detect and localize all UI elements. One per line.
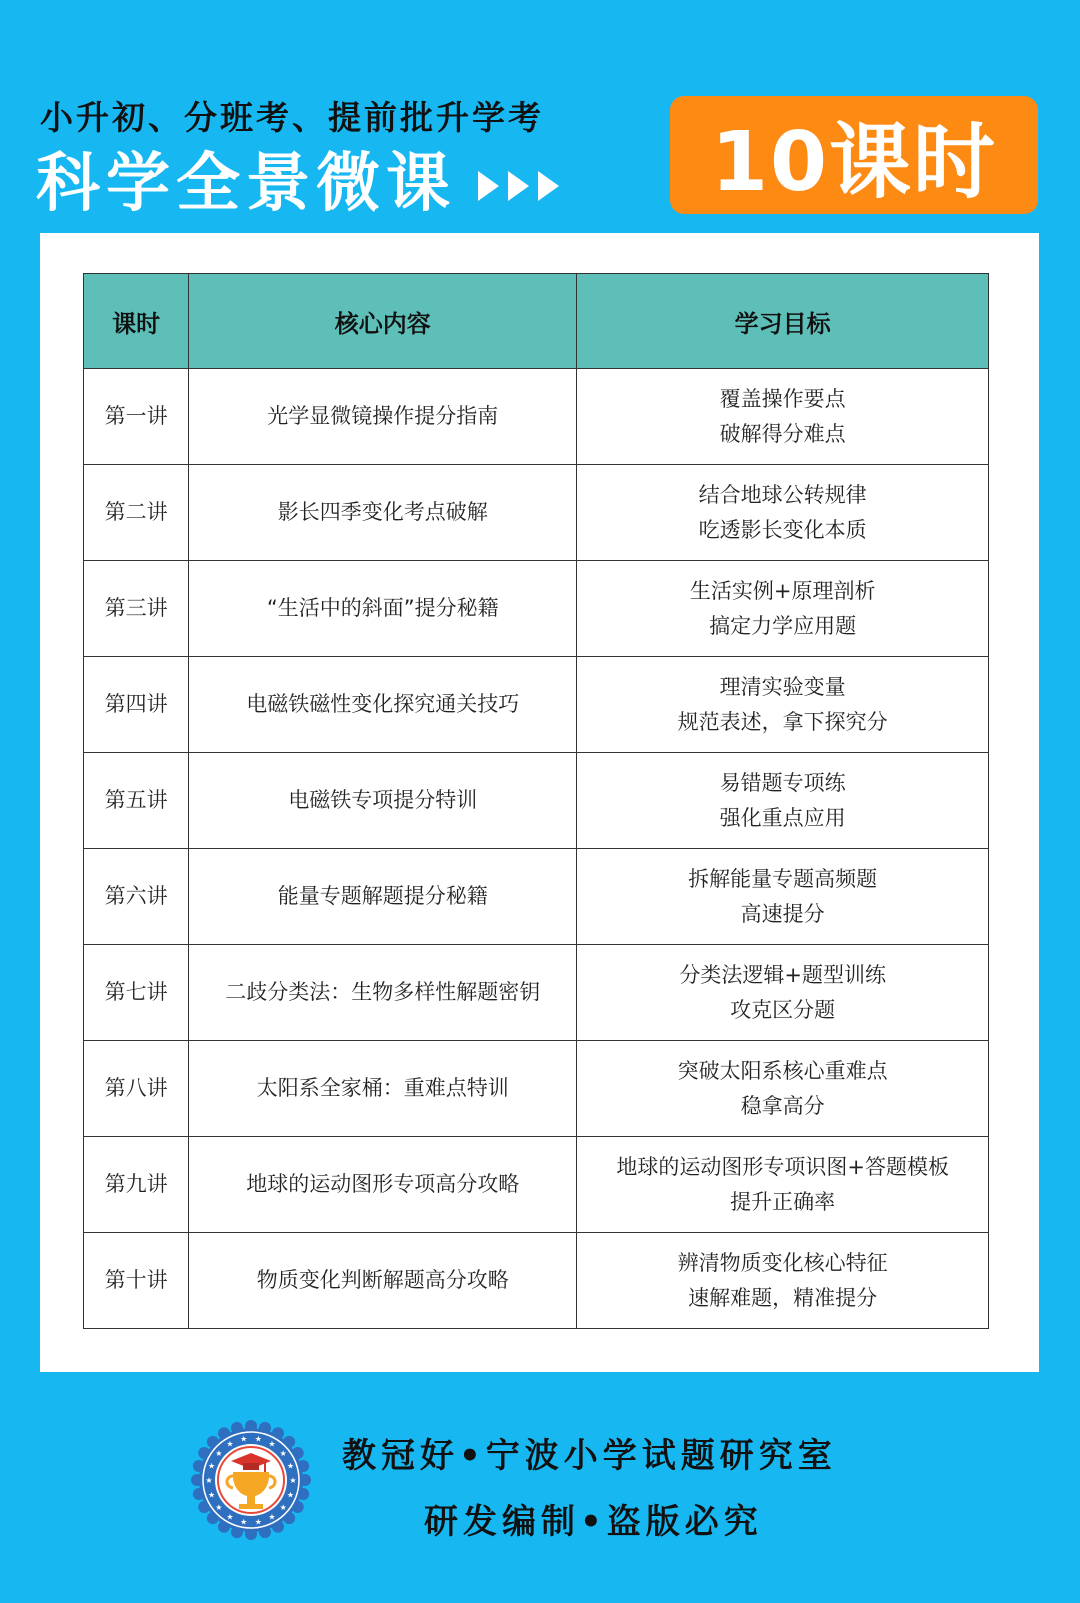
lesson-cell: 第九讲 — [84, 1137, 189, 1233]
lesson-cell: 第十讲 — [84, 1233, 189, 1329]
table-header-row — [84, 274, 989, 369]
course-panel — [40, 233, 1039, 1372]
arrows-icon — [478, 171, 568, 201]
content-cell: “生活中的斜面”提分秘籍 — [189, 561, 577, 657]
svg-text:★: ★ — [240, 1517, 248, 1527]
goal-cell — [577, 369, 989, 465]
svg-text:★: ★ — [286, 1490, 295, 1500]
svg-text:★: ★ — [268, 1439, 276, 1449]
goal-line: 稳拿高分 — [740, 1093, 825, 1118]
table-row — [84, 1233, 989, 1329]
content-cell: 光学显微镜操作提分指南 — [189, 369, 577, 465]
header-lesson: 课时 — [84, 274, 189, 369]
goal-line: 地球的运动图形专项识图+答题模板 — [616, 1154, 949, 1179]
content-cell: 地球的运动图形专项高分攻略 — [189, 1137, 577, 1233]
lesson-count-badge: 10课时 — [670, 96, 1038, 214]
header-content: 核心内容 — [189, 274, 577, 369]
course-table — [83, 273, 989, 1329]
goal-line: 覆盖操作要点 — [719, 386, 846, 411]
goal-line: 规范表述，拿下探究分 — [677, 709, 888, 734]
table-row — [84, 369, 989, 465]
svg-text:★: ★ — [240, 1434, 248, 1444]
lesson-cell: 第二讲 — [84, 465, 189, 561]
page-title — [36, 142, 568, 226]
goal-cell — [577, 945, 989, 1041]
goal-line: 易错题专项练 — [719, 770, 846, 795]
goal-line: 高速提分 — [740, 901, 825, 926]
goal-cell — [577, 1137, 989, 1233]
lesson-cell: 第三讲 — [84, 561, 189, 657]
lesson-cell: 第五讲 — [84, 753, 189, 849]
goal-line: 提升正确率 — [730, 1189, 836, 1214]
subtitle: 小升初、分班考、提前批升学考 — [40, 98, 544, 137]
svg-text:★: ★ — [226, 1439, 234, 1449]
lesson-cell: 第六讲 — [84, 849, 189, 945]
goal-cell — [577, 465, 989, 561]
trophy-seal-icon — [191, 1420, 311, 1540]
content-cell: 能量专题解题提分秘籍 — [189, 849, 577, 945]
table-row — [84, 465, 989, 561]
title-text: 科学全景微课 — [36, 147, 456, 221]
content-cell: 太阳系全家桶：重难点特训 — [189, 1041, 577, 1137]
content-cell: 物质变化判断解题高分攻略 — [189, 1233, 577, 1329]
goal-line: 分类法逻辑+题型训练 — [679, 962, 886, 987]
lesson-cell: 第八讲 — [84, 1041, 189, 1137]
footer — [0, 1410, 1080, 1570]
goal-line: 破解得分难点 — [719, 421, 846, 446]
content-cell: 电磁铁专项提分特训 — [189, 753, 577, 849]
goal-line: 强化重点应用 — [719, 805, 846, 830]
goal-line: 搞定力学应用题 — [709, 613, 857, 638]
lesson-cell: 第一讲 — [84, 369, 189, 465]
table-row — [84, 849, 989, 945]
table-row — [84, 945, 989, 1041]
lesson-cell: 第七讲 — [84, 945, 189, 1041]
svg-text:★: ★ — [215, 1449, 223, 1459]
svg-text:★: ★ — [279, 1449, 287, 1459]
table-row — [84, 753, 989, 849]
svg-text:★: ★ — [289, 1476, 297, 1485]
svg-text:★: ★ — [254, 1434, 262, 1444]
goal-cell — [577, 849, 989, 945]
content-cell: 电磁铁磁性变化探究通关技巧 — [189, 657, 577, 753]
goal-cell — [577, 753, 989, 849]
svg-text:★: ★ — [268, 1512, 276, 1522]
header-goal: 学习目标 — [577, 274, 989, 369]
content-cell: 影长四季变化考点破解 — [189, 465, 577, 561]
content-cell: 二歧分类法：生物多样性解题密钥 — [189, 945, 577, 1041]
goal-line: 速解难题，精准提分 — [688, 1285, 878, 1310]
svg-text:★: ★ — [226, 1512, 234, 1522]
table-row — [84, 657, 989, 753]
table-row — [84, 561, 989, 657]
svg-text:★: ★ — [205, 1476, 213, 1485]
goal-line: 辨清物质变化核心特征 — [677, 1250, 888, 1275]
goal-cell — [577, 1041, 989, 1137]
table-row — [84, 1137, 989, 1233]
goal-line: 攻克区分题 — [730, 997, 836, 1022]
svg-text:★: ★ — [286, 1461, 295, 1471]
svg-text:★: ★ — [215, 1502, 223, 1512]
goal-line: 吃透影长变化本质 — [698, 517, 867, 542]
goal-line: 结合地球公转规律 — [698, 482, 867, 507]
goal-line: 突破太阳系核心重难点 — [677, 1058, 888, 1083]
footer-line-1: 教冠好•宁波小学试题研究室 — [342, 1436, 837, 1476]
svg-text:★: ★ — [207, 1490, 216, 1500]
goal-line: 拆解能量专题高频题 — [688, 866, 878, 891]
lesson-cell: 第四讲 — [84, 657, 189, 753]
table-row — [84, 1041, 989, 1137]
svg-text:★: ★ — [207, 1461, 216, 1471]
goal-cell — [577, 561, 989, 657]
goal-line: 理清实验变量 — [719, 674, 846, 699]
footer-line-2: 研发编制•盗版必究 — [424, 1502, 763, 1542]
goal-line: 生活实例+原理剖析 — [689, 578, 876, 603]
goal-cell — [577, 1233, 989, 1329]
svg-text:★: ★ — [279, 1502, 287, 1512]
svg-text:★: ★ — [254, 1517, 262, 1527]
goal-cell — [577, 657, 989, 753]
